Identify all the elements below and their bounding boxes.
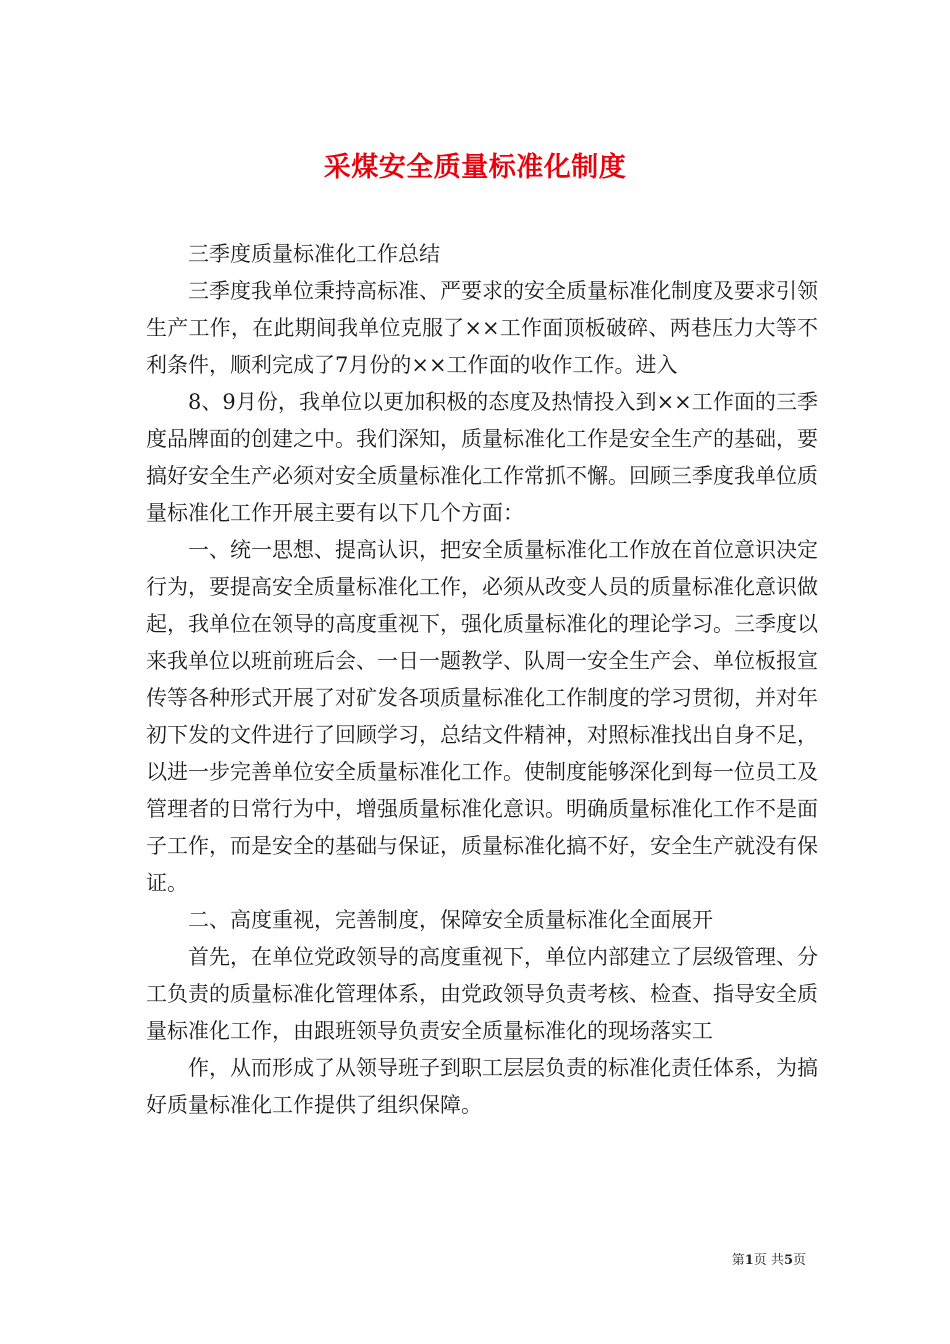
document-body — [146, 236, 818, 1124]
document-title: 采煤安全质量标准化制度 — [323, 152, 627, 184]
paragraph: 作，从而形成了从领导班子到职工层层负责的标准化责任体系，为搞好质量标准化工作提供了组织保障。 — [146, 1056, 818, 1117]
paragraph: 一、统一思想、提高认识，把安全质量标准化工作放在首位意识决定行为，要提高安全质量标准化工作，必须从改变人员的质量标准化意识做起，我单位在领导的高度重视下，强化质量标准化的理论学习。三季度以来我单位以班前班后会、一日一题教学、队周一安全生产会、单位板报宣传等各种形式开展了对矿发各项质量标准化工作制度的学习贯彻，并对年初下发的文件进行了回顾学习，总结文件精神，对照标准找出自身不足，以进一步完善单位安全质量标准化工作。使制度能够深化到每一位员工及管理者的日常行为中，增强质量标准化意识。明确质量标准化工作不是面子工作，而是安全的基础与保证，质量标准化搞不好，安全生产就没有保证。 — [146, 538, 818, 895]
total-pages-number: 5 — [783, 1253, 793, 1268]
footer-middle: 页 共 — [753, 1253, 784, 1268]
page-number-footer — [0, 1249, 806, 1268]
paragraph: 三季度我单位秉持高标准、严要求的安全质量标准化制度及要求引领生产工作，在此期间我单位克服了××工作面顶板破碎、两巷压力大等不利条件，顺利完成了7月份的××工作面的收作工作。进入 — [146, 279, 818, 377]
paragraph-heading: 三季度质量标准化工作总结 — [188, 242, 440, 266]
footer-prefix: 第 — [731, 1253, 745, 1268]
footer-suffix: 页 — [792, 1253, 806, 1268]
paragraph: 首先，在单位党政领导的高度重视下，单位内部建立了层级管理、分工负责的质量标准化管理体系，由党政领导负责考核、检查、指导安全质量标准化工作，由跟班领导负责安全质量标准化的现场落实工 — [146, 945, 818, 1043]
paragraph: 8、9月份，我单位以更加积极的态度及热情投入到××工作面的三季度品牌面的创建之中。我们深知，质量标准化工作是安全生产的基础，要搞好安全生产必须对安全质量标准化工作常抓不懈。回顾三季度我单位质量标准化工作开展主要有以下几个方面： — [146, 390, 818, 525]
paragraph-section-heading: 二、高度重视，完善制度，保障安全质量标准化全面展开 — [188, 908, 713, 932]
current-page-number: 1 — [744, 1253, 754, 1268]
